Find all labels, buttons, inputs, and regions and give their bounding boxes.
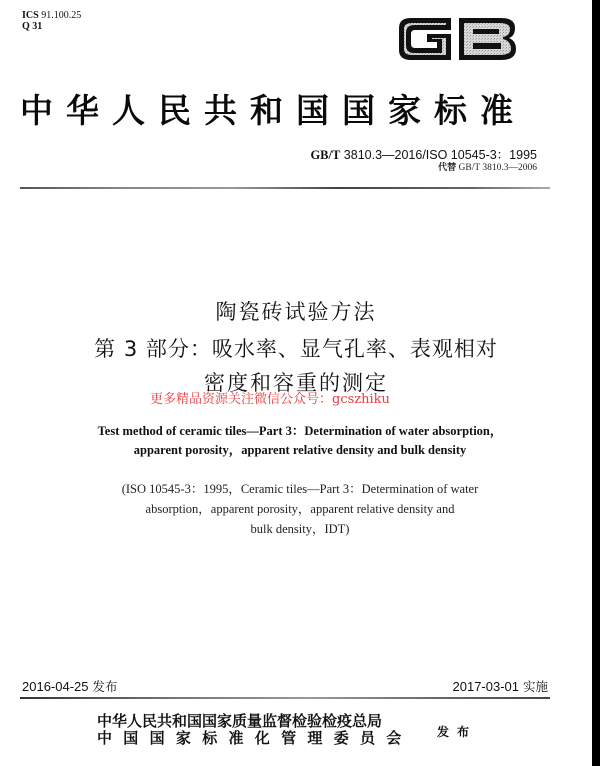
gb-logo [395,14,520,64]
header-divider [20,187,550,189]
gb-logo-icon [395,14,520,64]
implementation-date [453,677,548,695]
watermark-text: 更多精品资源关注微信公众号：gcszhiku [150,392,390,407]
dates-row [22,677,548,695]
implementation-date-value: 2017-03-01 [452,679,520,694]
ccs-code: Q 31 [22,21,43,32]
issue-date-value: 2016-04-25 [22,679,89,694]
classification-codes [22,10,81,32]
ics-value: 91.100.25 [41,10,82,21]
dates-divider [20,697,550,699]
standard-number-rest: 3810.3—2016/ISO 10545-3：1995 [340,148,537,162]
standard-prefix: GB/T [310,148,341,162]
chinese-title-line-3: 密度和容重的测定 [204,371,388,395]
chinese-title-line-1: 陶瓷砖试验方法 [215,300,377,324]
implementation-date-label: 实施 [519,679,548,694]
english-title-line-2: apparent porosity，apparent relative density and bulk density [133,443,467,457]
issuer-line-1: 中华人民共和国国家质量监督检验检疫总局 [97,712,383,730]
iso-reference-line-1: (ISO 10545-3：1995，Ceramic tiles—Part 3：Determination of water [121,482,479,496]
issue-date-label: 发布 [88,679,118,694]
scan-edge-bar [592,0,600,766]
english-title-line-1: Test method of ceramic tiles—Part 3：Determination of water absorption， [97,424,503,438]
issue-date [22,677,117,695]
issuer-line-2: 中国国家标准化管理委员会 [97,729,413,747]
replaces-standard [438,160,537,173]
document-type-title: 中华人民共和国国家标准 [20,91,526,130]
replaces-label: 代替 [438,163,457,173]
chinese-title-line-2: 第 3 部分：吸水率、显气孔率、表观相对 [94,337,498,361]
issuing-authorities [97,713,413,747]
ics-code [22,10,81,21]
replaces-value: GB/T 3810.3—2006 [456,163,537,173]
iso-reference-line-2: absorption，apparent porosity，apparent relative density and [145,502,455,516]
ics-label: ICS [22,10,39,21]
issuer-action: 发布 [437,725,478,739]
iso-reference-line-3: bulk density，IDT) [250,522,350,536]
